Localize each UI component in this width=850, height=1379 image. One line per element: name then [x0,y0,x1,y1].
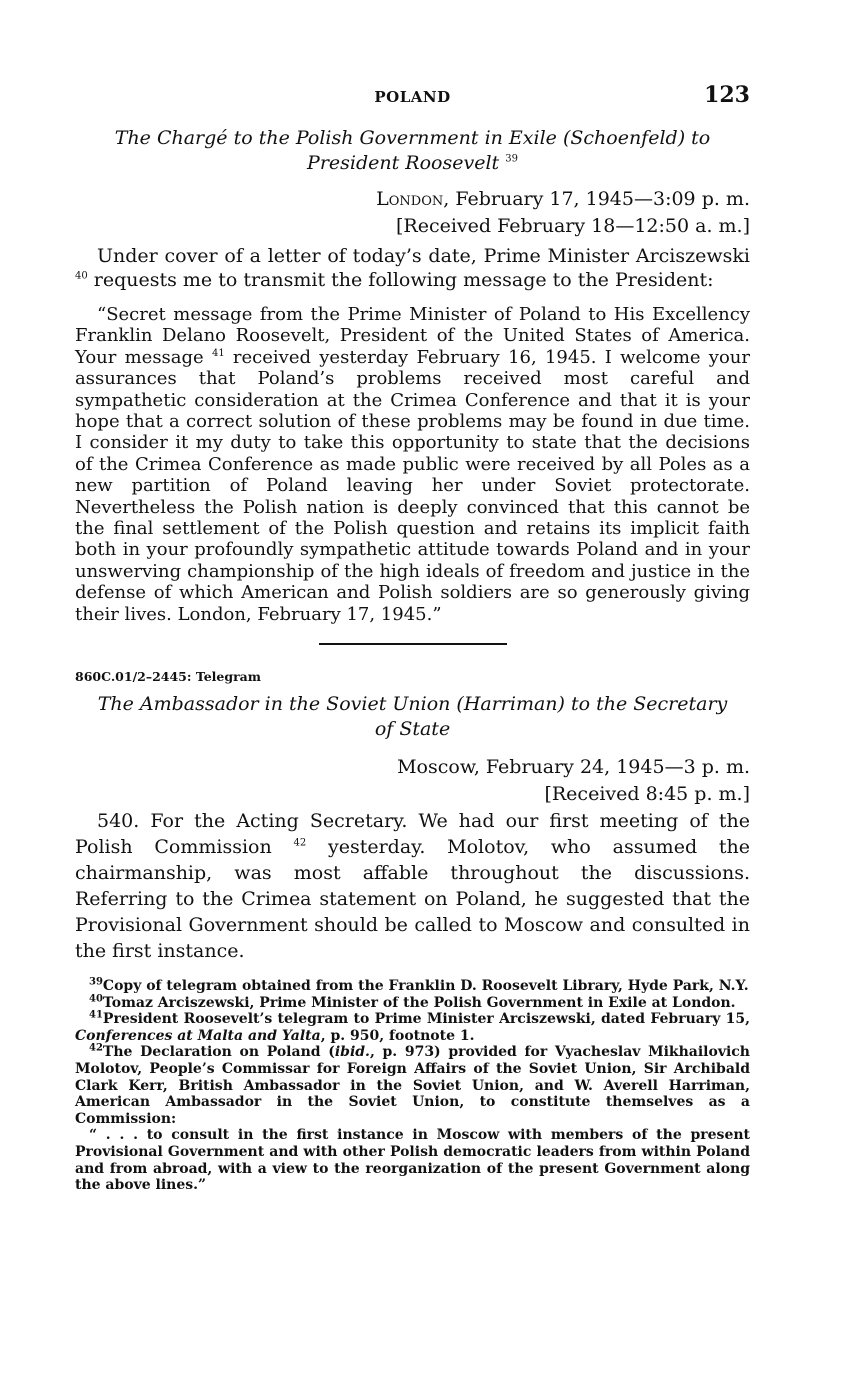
doc2-file-number: 860C.01/2–2445: Telegram [75,669,262,685]
footnote-ref-40[interactable]: 40 [75,270,88,282]
footnote-41 [75,1011,750,1044]
footnote-41-reference: Conferences at Malta and Yalta [75,1027,321,1044]
footnote-40-text: Tomaz Arciszewski, Prime Minister of the Polish Government in Exile at London. [102,994,736,1011]
running-head-title: POLAND [374,88,451,106]
doc1-quote-text-b: received yesterday February 16, 1945. I welcome your assurances that Poland’s problems received most careful and sympathetic consideration at the Crimea Conference and that it is your hope that a correct solution of these problems may be found in due time. I consider it my duty to take this opportunity to state that the decisions of the Crimea Conference as made public were received by all Poles as a new partition of Poland leaving her under Soviet protectorate. Nevertheless the Polish nation is deeply convinced that this cannot be the final settlement of the Polish question and retains its implicit faith both in your profoundly sympathetic attitude towards Poland and in your unswerving championship of the high ideals of freedom and justice in the defense of which American and Polish soldiers are so generously giving their lives. London, February 17, 1945.” [75,346,750,625]
footnote-40-mark: 40 [89,993,103,1005]
doc1-dateline [75,186,750,213]
footnote-42 [75,1044,750,1127]
doc2-title-line2: of State [374,718,451,741]
footnote-42-ibid: ibid. [334,1044,370,1061]
doc2-body [75,808,750,964]
doc2-body-text-a: 540. For the Acting Secretary. We had our first meeting of the Polish Commission [75,810,750,859]
footnote-42-quote: “ . . . to consult in the first instance in Moscow with members of the present Provisional Government and with other Polish democratic leaders from within Poland and from abroad, with a view to the reorganization of the present Government along the above lines.” [75,1127,750,1194]
doc1-intro-text-b: requests me to transmit the following message to the President: [87,269,714,291]
footnote-41-text-a: President Roosevelt’s telegram to Prime Minister Arciszewski, dated February 15, [102,1011,750,1028]
footnote-39 [75,978,750,995]
doc2-title [75,692,750,742]
doc1-received: [Received February 18—12:50 a. m.] [395,215,750,237]
footnote-39-mark: 39 [89,976,103,988]
footnote-41-mark: 41 [89,1009,103,1021]
footnote-42-mark: 42 [89,1042,103,1054]
doc1-title-line2 [95,151,730,176]
footnote-39-text: Copy of telegram obtained from the Franklin D. Roosevelt Library, Hyde Park, N.Y. [102,978,749,995]
document-page [75,82,750,1194]
footnote-42-text-b: , p. 973) provided for Vyacheslav Mikhailovich Molotov, People’s Commissar for Foreign Affairs of the Soviet Union, Sir Archibald Clark Kerr, British Ambassador in the Soviet Union, and W. Averell Harriman, American Ambassador in the Soviet Union, to constitute themselves as a Commission: [75,1044,750,1127]
doc1-title-line2-text: President Roosevelt [307,152,500,174]
doc2-title-line1: The Ambassador in the Soviet Union (Harriman) to the Secretary [97,693,728,716]
doc1-title-line1: The Chargé to the Polish Government in Exile (Schoenfeld) to [114,127,711,149]
doc2-body-text-b: yesterday. Molotov, who assumed the chairmanship, was most affable throughout the discussions. Referring to the Crimea statement on Poland, he suggested that the Provisional Government should be called to Moscow and consulted in the first instance. [75,836,750,963]
footnote-41-text-b: , p. 950, footnote 1. [320,1027,475,1044]
section-divider [319,643,507,645]
doc1-dateline-city: London, [376,188,450,210]
doc1-quoted-message [75,304,750,625]
doc1-intro [75,244,750,292]
doc2-received: [Received 8:45 p. m.] [544,783,750,806]
footnote-ref-42[interactable]: 42 [293,837,307,849]
footnote-ref-41[interactable]: 41 [211,347,225,359]
doc1-title [95,126,730,176]
footnote-40 [75,995,750,1012]
doc1-quote-text-a: “Secret message from the Prime Minister of Poland to His Excellency Franklin Delano Roosevelt, President of the United States of America. Your message [75,304,750,368]
footnote-ref-39[interactable]: 39 [505,153,518,165]
doc2-dateline: Moscow, February 24, 1945—3 p. m. [397,756,750,779]
page-number: 123 [704,82,750,108]
running-head [75,82,750,114]
footnotes [75,978,750,1194]
doc1-intro-text-a: Under cover of a letter of today’s date, Prime Minister Arciszewski [97,245,750,267]
footnote-42-text-a: The Declaration on Poland ( [102,1044,335,1061]
doc1-dateline-rest: February 17, 1945—3:09 p. m. [449,188,750,210]
